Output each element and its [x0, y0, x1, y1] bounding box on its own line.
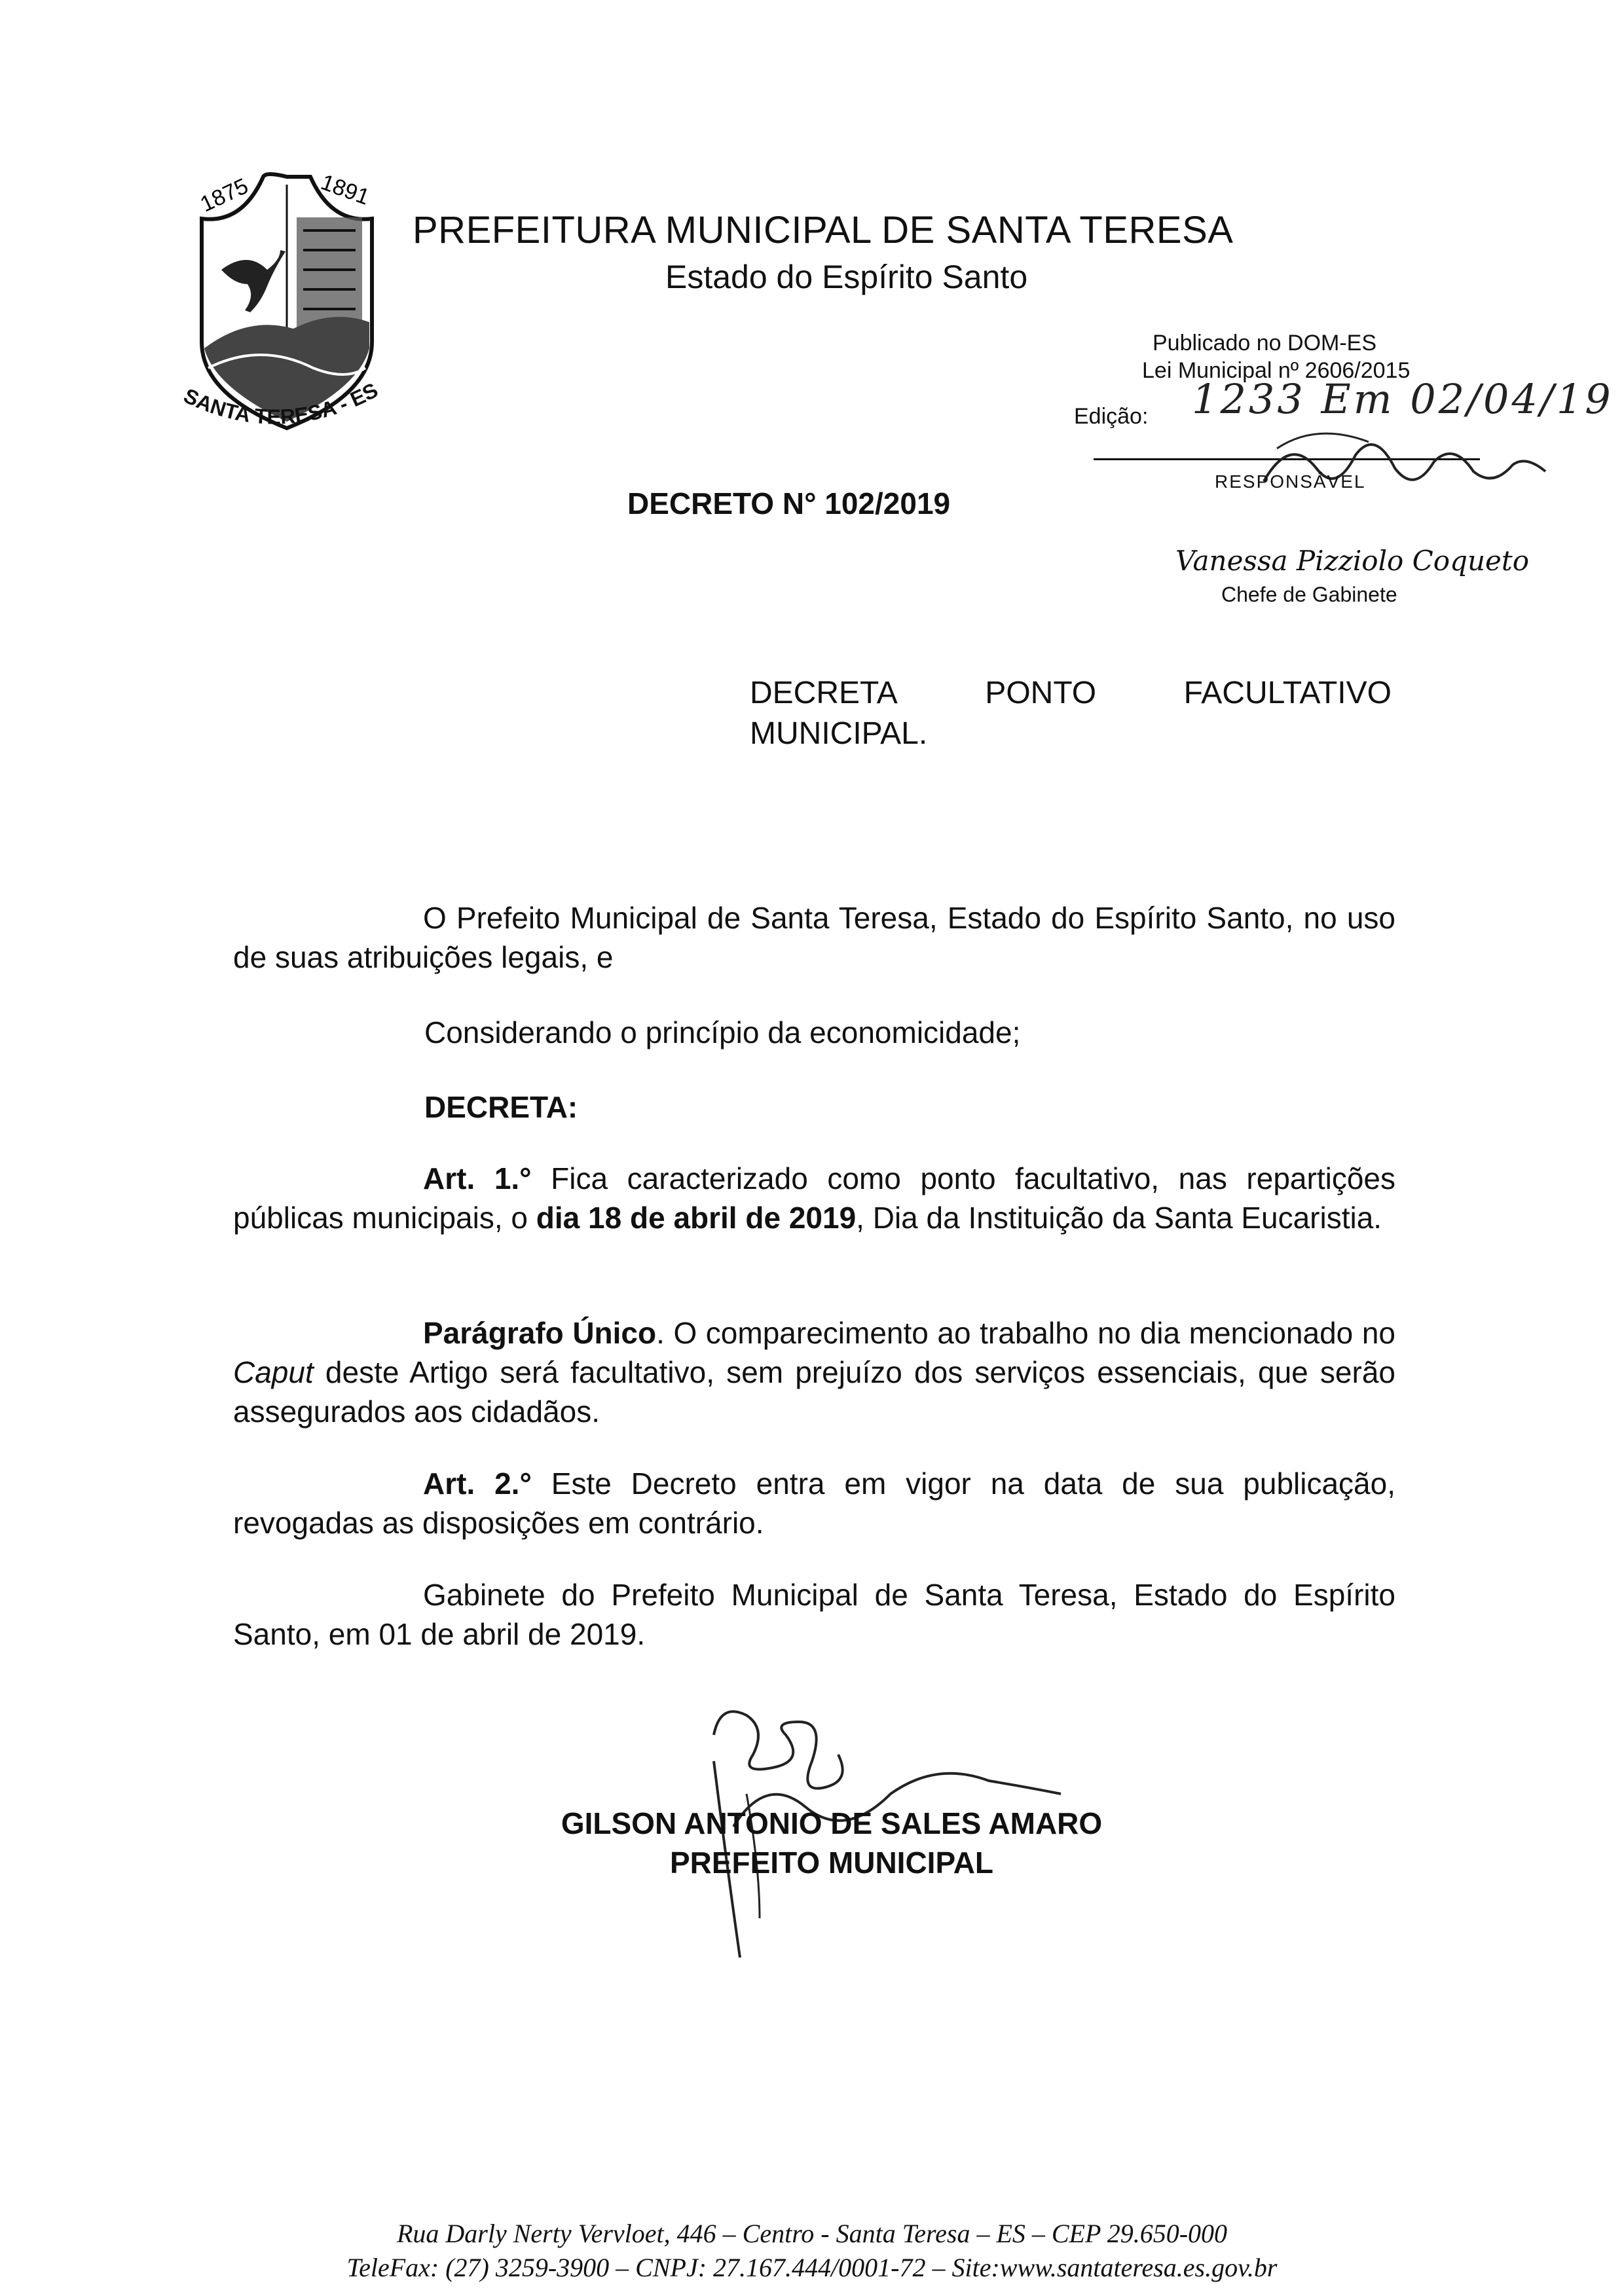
considering-paragraph: Considerando o princípio da economicidade; — [424, 1015, 1021, 1049]
government-subtitle: Estado do Espírito Santo — [665, 259, 1028, 295]
stamp-edition-label: Edição: — [1074, 404, 1149, 429]
seal-year-right: 1891 — [318, 172, 373, 210]
article-2-label: Art. 2.° — [423, 1467, 532, 1501]
signer-role: PREFEITO MUNICIPAL — [669, 1846, 994, 1880]
ementa-word-1: DECRETA — [750, 676, 898, 710]
stamp-law-line: Lei Municipal nº 2606/2015 — [1142, 358, 1411, 383]
seal-banner-text: SANTA TERESA - ES — [182, 378, 382, 429]
sole-paragraph — [233, 1313, 1395, 1431]
chief-of-staff-role: Chefe de Gabinete — [1221, 583, 1397, 606]
decree-ementa — [750, 673, 1392, 754]
seal-graphic — [182, 172, 392, 453]
sole-paragraph-text-a: . O comparecimento ao trabalho no dia mencionado no — [656, 1316, 1396, 1350]
decreta-heading: DECRETA: — [424, 1090, 578, 1124]
article-2-paragraph — [233, 1464, 1395, 1542]
article-2-text: Este Decreto entra em vigor na data de sua publicação, revogadas as disposições em contrário. — [233, 1467, 1395, 1540]
publication-stamp — [1074, 331, 1614, 511]
article-1-label: Art. 1.° — [423, 1161, 532, 1195]
stamp-handwritten-edition: 1233 Em 02/04/19 — [1192, 375, 1614, 423]
article-1-text-a: Fica caracterizado como ponto facultativo, nas repartições públicas municipais, o — [233, 1161, 1395, 1235]
responsible-signature-scribble — [1238, 409, 1552, 507]
footer-contact: TeleFax: (27) 3259-3900 – CNPJ: 27.167.444/0001-72 – Site:www.santateresa.es.gov.br — [346, 2253, 1278, 2282]
signer-name: GILSON ANTONIO DE SALES AMARO — [561, 1806, 1103, 1840]
municipal-seal — [182, 172, 392, 453]
footer-address: Rua Darly Nerty Vervloet, 446 – Centro - Santa Teresa – ES – CEP 29.650-000 — [396, 2219, 1228, 2248]
seal-year-left: 1875 — [196, 173, 252, 217]
preamble-paragraph: O Prefeito Municipal de Santa Teresa, Estado do Espírito Santo, no uso de suas atribuições legais, e — [233, 901, 1395, 974]
government-title: PREFEITURA MUNICIPAL DE SANTA TERESA — [413, 209, 1234, 251]
sole-paragraph-caput: Caput — [233, 1355, 314, 1389]
article-1-text-b: , Dia da Instituição da Santa Eucaristia. — [856, 1201, 1382, 1235]
stamp-published-line: Publicado no DOM-ES — [1153, 331, 1377, 355]
sole-paragraph-label: Parágrafo Único — [423, 1316, 657, 1350]
ementa-word-2: PONTO — [985, 676, 1097, 710]
stamp-responsible-label: RESPONSÁVEL — [1215, 471, 1366, 492]
decree-number: DECRETO N° 102/2019 — [627, 486, 951, 520]
closing-paragraph: Gabinete do Prefeito Municipal de Santa Teresa, Estado do Espírito Santo, em 01 de abril de 2019. — [233, 1578, 1395, 1651]
ementa-word-3: FACULTATIVO — [1183, 676, 1392, 710]
ementa-word-4: MUNICIPAL. — [750, 716, 928, 751]
article-1-paragraph — [233, 1159, 1395, 1237]
sole-paragraph-text-b: deste Artigo será facultativo, sem prejuízo dos serviços essenciais, que serão assegurados aos cidadãos. — [233, 1355, 1395, 1429]
article-1-date: dia 18 de abril de 2019 — [536, 1201, 857, 1235]
chief-of-staff-name: Vanessa Pizziolo Coqueto — [1175, 545, 1530, 577]
